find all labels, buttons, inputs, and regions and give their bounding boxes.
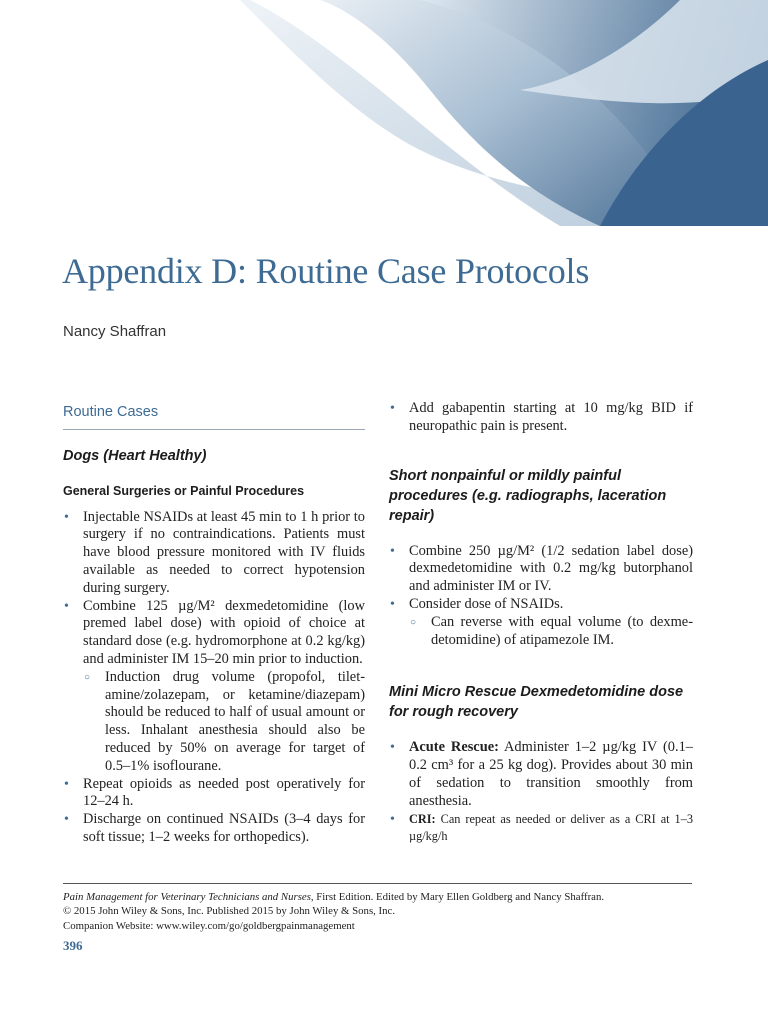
list-item: • Discharge on continued NSAIDs (3–4 days for soft tissue; 1–2 weeks for orthopedics).	[63, 811, 365, 847]
list-item	[63, 598, 365, 776]
list-item-text: Consider dose of NSAIDs.	[409, 595, 564, 612]
book-edition-editors: , First Edition. Edited by Mary Ellen Goldberg and Nancy Shaffran.	[310, 891, 605, 903]
right-column	[389, 400, 693, 846]
section-heading-routine-cases: Routine Cases	[63, 404, 365, 430]
list-item-cri	[389, 811, 693, 847]
sub-heading-mini-micro-rescue: Mini Micro Rescue Dexmedetomidine dose for rough recovery	[389, 684, 684, 721]
bullet-list	[389, 543, 693, 650]
list-item: • Repeat opioids as needed post operatively for 12–24 h.	[63, 776, 365, 812]
sub-heading-short-procedures: Short nonpainful or mildly painful procedures (e.g. radiographs, laceration repair)	[389, 467, 667, 524]
page-title: Appendix D: Routine Case Protocols	[62, 251, 590, 291]
bullet-list	[63, 509, 365, 847]
footer-companion-website: Companion Website: www.wiley.com/go/goldbergpainmanagement	[63, 919, 355, 932]
list-item-acute-rescue	[389, 739, 693, 810]
decorative-banner	[0, 0, 768, 226]
sub-bullet-list	[409, 614, 693, 650]
list-item-text: Combine 125 µg/M² dexmedetomidine (low premed label dose) with opioid of choice at standard dose (e.g. hydromorphone at 0.2 kg/kg) and administer IM 15–20 min prior to induction.	[83, 597, 365, 667]
list-item: • Add gabapentin starting at 10 mg/kg BID if neuropathic pain is present.	[389, 400, 693, 436]
list-item: • Combine 250 µg/M² (1/2 sedation label dose) dexmedetomidine with 0.2 mg/kg butorphanol and administer IM or IV.	[389, 543, 693, 596]
footer-line-1	[63, 890, 692, 904]
page-number: 396	[63, 938, 83, 953]
minor-heading-general-surgeries: General Surgeries or Painful Procedures	[63, 483, 305, 498]
footer-copyright: © 2015 John Wiley & Sons, Inc. Published 2015 by John Wiley & Sons, Inc.	[63, 905, 396, 918]
sub-list-item: ○ Can reverse with equal volume (to dexmedetomidine) of atipamezole IM.	[409, 614, 693, 650]
sub-list-item: ○ Induction drug volume (propofol, tiletamine/zolazepam, or ketamine/diazepam) should be reduced to half of usual amount or less. Inhalant anesthesia should also be reduced by 50% on average for target of 0.5–1% isoflourane.	[83, 669, 365, 776]
footer-citation	[63, 883, 692, 933]
left-column	[63, 400, 365, 847]
acute-rescue-text: Administer 1–2 µg/kg IV (0.1–0.2 cm³ for a 25 kg dog). Provides about 30 min of sedation to transition smoothly from anesthesia.	[409, 739, 693, 809]
author-name: Nancy Shaffran	[63, 323, 167, 340]
cri-label: CRI:	[409, 811, 436, 826]
bullet-list	[389, 400, 693, 436]
sub-heading-dogs: Dogs (Heart Healthy)	[63, 447, 207, 464]
bullet-list	[389, 739, 693, 846]
list-item	[389, 596, 693, 649]
book-title: Pain Management for Veterinary Technicians and Nurses	[63, 891, 311, 903]
cri-text: Can repeat as needed or deliver as a CRI at 1–3 µg/kg/h	[409, 811, 693, 844]
sub-bullet-list	[83, 669, 365, 776]
list-item: • Injectable NSAIDs at least 45 min to 1 h prior to surgery if no contraindications. Patients must have blood pressure monitored with IV fluids available as needed to correct hypotension during surgery.	[63, 509, 365, 598]
acute-rescue-label: Acute Rescue:	[409, 739, 499, 756]
